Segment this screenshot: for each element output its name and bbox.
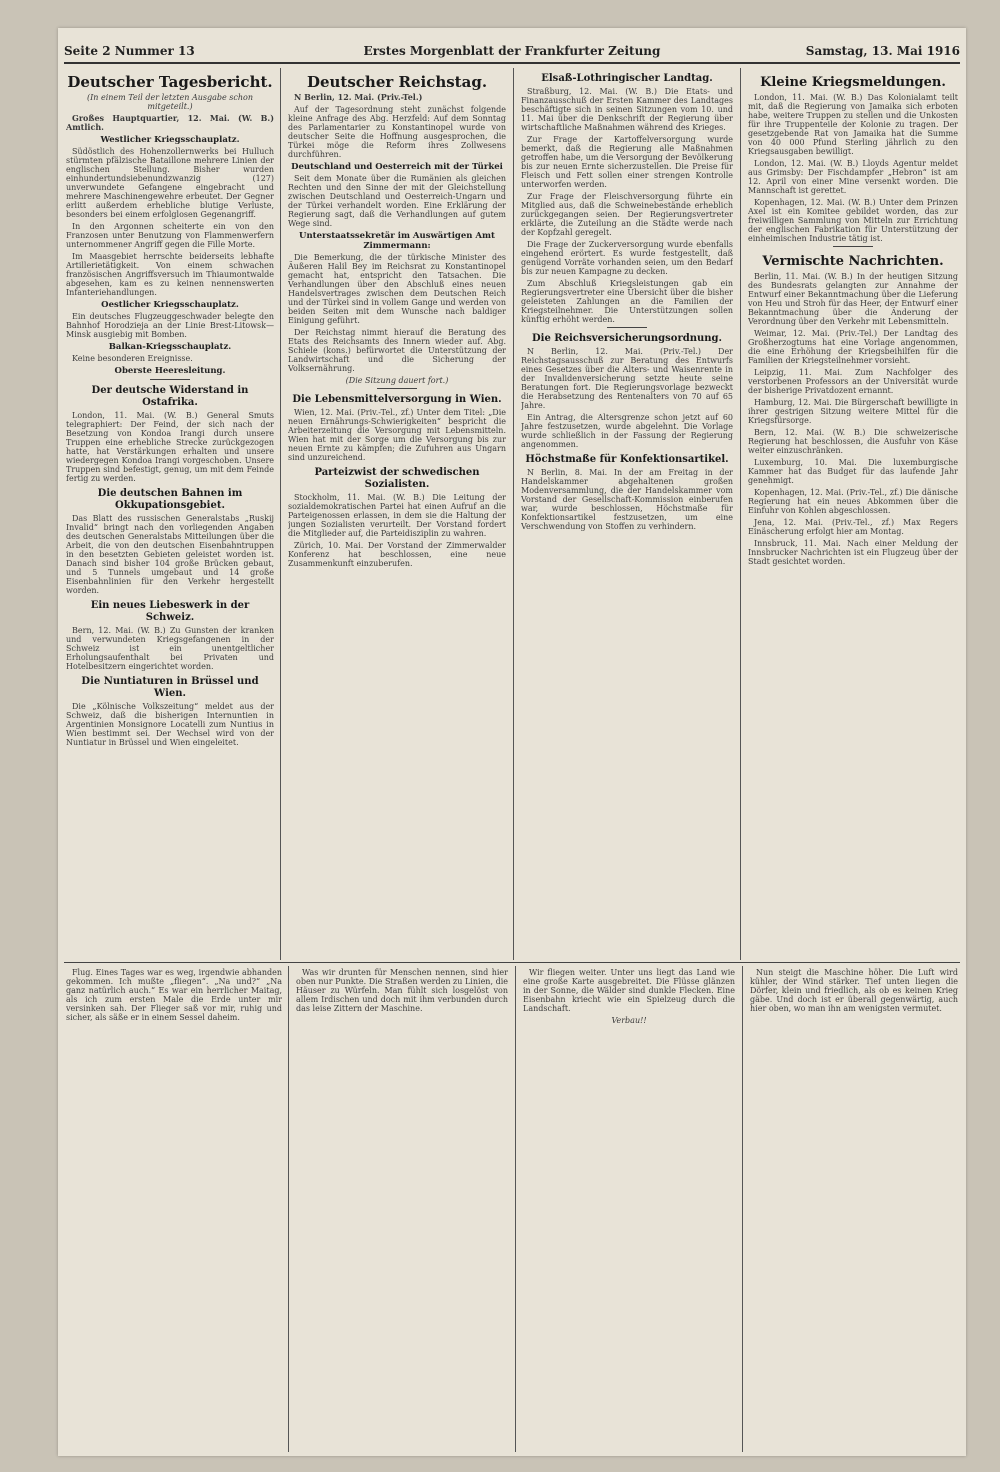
paragraph: Ein deutsches Flugzeuggeschwader belegte den Bahnhof Horodzieja an der Linie Brest-Litowsk—Minsk ausgiebig mit Bomben. [66,312,274,339]
feuilleton-rule [64,962,960,963]
paragraph: Die „Kölnische Volkszeitung“ meldet aus der Schweiz, daß die bisherigen Internuntien in Argentinien Monsignore Locatelli zum Nuntius in Wien bestimmt sei. Der Wechsel wird von der Nuntiatur in Brüssel und Wien eingeleitet. [66,702,274,747]
column-rule [280,68,281,960]
article-title: Höchstmaße für Konfektionsartikel. [525,454,729,465]
feuilleton-signature: Verbau!! [611,1016,647,1025]
paragraph: Leipzig, 11. Mai. Zum Nachfolger des verstorbenen Professors an der Universität wurde der bisherige Privatdozent ernannt. [748,368,958,395]
column-rule [742,966,743,1452]
paragraph: London, 12. Mai. (W. B.) Lloyds Agentur meldet aus Grimsby: Der Fischdampfer „Hebron“ ist am 12. April von einer Mine versenkt worden. Die Mannschaft ist gerettet. [748,159,958,195]
paragraph: Zur Frage der Kartoffelversorgung wurde bemerkt, daß die Regierung alle Maßnahmen getroffen habe, um die Versorgung der Bevölkerung bis zur neuen Ernte sicherzustellen. Die Preise für Fleisch und Fett sollen einer strengen Kontrolle unterworfen werden. [521,135,733,189]
column-3 [521,68,733,960]
paragraph: Kopenhagen, 12. Mai. (Priv.-Tel., zf.) Die dänische Regierung hat ein neues Abkommen über die Einfuhr von Kohlen abgeschlossen. [748,488,958,515]
article-title: Ein neues Liebeswerk in der Schweiz. [90,600,250,623]
dateline: Großes Hauptquartier, 12. Mai. (W. B.) Amtlich. [66,113,274,132]
paragraph: Keine besonderen Ereignisse. [72,354,193,363]
paragraph: Weimar, 12. Mai. (Priv.-Tel.) Der Landtag des Großherzogtums hat eine Vorlage angenommen, die eine Erhöhung der Kriegsbeihilfen für die Familien der Kriegsteilnehmer vorsieht. [748,329,958,365]
divider [607,327,647,328]
paragraph: Wir fliegen weiter. Unter uns liegt das Land wie eine große Karte ausgebreitet. Die Flüsse glänzen in der Sonne, die Wälder sind dunkle Flecken. Eine Eisenbahn kriecht wie ein Spielzeug durch die Landschaft. [523,968,735,1013]
paragraph: Die Bemerkung, die der türkische Minister des Äußeren Halil Bey im Reichsrat zu Konstantinopel gemacht hat, entspricht den Tatsachen. Die Verhandlungen über den Abschluß eines neuen Handelsvertrages zwischen dem Deutschen Reich und der Türkei sind in vollem Gange und werden von beiden Seiten mit dem Wunsche nach baldiger Einigung geführt. [288,253,506,325]
feuilleton-column-2 [296,968,508,1452]
section-heading: Balkan-Kriegsschauplatz. [108,342,232,352]
paragraph: Jena, 12. Mai. (Priv.-Tel., zf.) Max Regers Einäscherung erfolgt hier am Montag. [748,518,958,536]
paragraph: N Berlin, 8. Mai. In der am Freitag in der Handelskammer abgehaltenen großen Modenversammlung, die der Handelskammer vom Vorstand der Gesellschaft-Kommission einberufen war, wurde beschlossen, Höchstmaße für Konfektionsartikel festzusetzen, um eine Verschwendung von Stoffen zu verhindern. [521,468,733,531]
paragraph: Ein Antrag, die Altersgrenze schon jetzt auf 60 Jahre festzusetzen, wurde abgelehnt. Die Vorlage wurde schließlich in der Fassung der Regierung angenommen. [521,413,733,449]
article-title: Deutscher Reichstag. [306,73,488,91]
paragraph: Im Maasgebiet herrschte beiderseits lebhafte Artillerietätigkeit. Von einem schwachen französischen Angriffsversuch im Thiaumontwalde abgesehen, kam es zu keinen nennenswerten Infanteriehandlungen. [66,252,274,297]
column-2 [288,68,506,960]
article-title: Kleine Kriegsmeldungen. [760,75,946,90]
issue-date: Samstag, 13. Mai 1916 [805,44,960,58]
paragraph: Nun steigt die Maschine höher. Die Luft wird kühler, der Wind stärker. Tief unten liegen die Dörfer, klein und friedlich, als ob es keinen Krieg gäbe. Und doch ist er überall gegenwärtig, auch hier oben, wo man ihn am wenigsten vermutet. [750,968,958,1013]
paragraph: Das Blatt des russischen Generalstabs „Ruskij Invalid“ bringt nach den vorliegenden Angaben des deutschen Generalstabs Mitteilungen über die Arbeit, die von den deutschen Eisenbahntruppen in den besetzten Gebieten geleistet worden ist. Danach sind bisher 104 große Brücken gebaut, und 5 Tunnels umgebaut und 14 große Eisenbahnlinien für den Verkehr hergestellt worden. [66,514,274,595]
dateline: N Berlin, 12. Mai. (Priv.-Tel.) [294,92,423,102]
article-title: Elsaß-Lothringischer Landtag. [541,73,713,84]
column-4 [748,68,958,960]
paragraph: London, 11. Mai. (W. B.) Das Kolonialamt teilt mit, daß die Regierung von Jamaika sich erboten habe, weitere Truppen zu stellen und die Unkosten für ihre Truppenteile der Kolonie zu tragen. Der gesetzgebende Rat von Jamaika hat die Summe von 40 000 Pfund Sterling jährlich zu den Kriegsausgaben bewilligt. [748,93,958,156]
article-note: (In einem Teil der letzten Ausgabe schon mitgeteilt.) [86,93,253,111]
column-rule [513,68,514,960]
feuilleton-column-1 [66,968,282,1452]
divider [833,246,873,247]
paragraph: Zum Abschluß Kriegsleistungen gab ein Regierungsvertreter eine Übersicht über die bisher geleisteten Zahlungen an die Familien der Kriegsteilnehmer. Die Unterstützungen sollen künftig erhöht werden. [521,279,733,324]
paragraph: N Berlin, 12. Mai. (Priv.-Tel.) Der Reichstagsausschuß zur Beratung des Entwurfs eines Gesetzes über die Alters- und Waisenrente in der Invalidenversicherung setzte heute seine Beratungen fort. Die Regierungsvorlage bezweckt die Herabsetzung des Rentenalters von 70 auf 65 Jahre. [521,347,733,410]
paragraph: Berlin, 11. Mai. (W. B.) In der heutigen Sitzung des Bundesrats gelangten zur Annahme der Entwurf einer Bekanntmachung über die Lieferung von Heu und Stroh für das Heer, der Entwurf einer Bekanntmachung über die Änderung der Verordnung über den Verkehr mit Lebensmitteln. [748,272,958,326]
section-heading: Deutschland und Oesterreich mit der Türkei [291,162,503,172]
feuilleton-column-3 [523,968,735,1452]
paragraph: Wien, 12. Mai. (Priv.-Tel., zf.) Unter dem Titel: „Die neuen Ernährungs-Schwierigkeiten“ bespricht die Arbeiterzeitung die Versorgung mit Lebensmitteln. Wien hat mit der Sorge um die Versorgung bis zur neuen Ernte zu kämpfen; die Zufuhren aus Ungarn sind unzureichend. [288,408,506,462]
article-title: Vermischte Nachrichten. [762,254,944,269]
section-heading: Oestlicher Kriegsschauplatz. [101,300,239,310]
paragraph: Zürich, 10. Mai. Der Vorstand der Zimmerwalder Konferenz hat beschlossen, eine neue Zusammenkunft einzuberufen. [288,541,506,568]
paragraph: Zur Frage der Fleischversorgung führte ein Mitglied aus, daß die Schweinebestände erheblich zurückgegangen seien. Der Regierungsvertreter erklärte, die Zuteilung an die Städte werde nach der Kopfzahl geregelt. [521,192,733,237]
paragraph: Stockholm, 11. Mai. (W. B.) Die Leitung der sozialdemokratischen Partei hat einen Aufruf an die Parteigenossen erlassen, in dem sie die Haltung der jungen Sozialisten verurteilt. Der Vorstand fordert die Mitglieder auf, die Parteidisziplin zu wahren. [288,493,506,538]
newspaper-page [58,28,966,1456]
feuilleton-column-4 [750,968,958,1452]
paragraph: London, 11. Mai. (W. B.) General Smuts telegraphiert: Der Feind, der sich nach der Besetzung von Kondoa Irangi durch unsere Truppen eine erhebliche Strecke zurückgezogen hatte, hat Verstärkungen erhalten und unsere wiedergegen Kondoa Irangi vorgeschoben. Unsere Truppen sind befestigt, genug, um mit dem Feinde fertig zu werden. [66,411,274,483]
article-title: Die Reichsversicherungsordnung. [531,333,722,344]
masthead [64,42,960,64]
paragraph: Seit dem Monate über die Rumänien als gleichen Rechten und den Sinne der mit der Gleichstellung zwischen Deutschland und Oesterreich-Ungarn und der Türkei verhandelt worden. Eine Erklärung der Regierung sagt, daß die Verhandlungen auf gutem Wege sind. [288,174,506,228]
paragraph: Bern, 12. Mai. (W. B.) Die schweizerische Regierung hat beschlossen, die Ausfuhr von Käse weiter einzuschränken. [748,428,958,455]
column-rule [740,68,741,960]
article-title: Die Nuntiaturen in Brüssel und Wien. [81,676,259,699]
paragraph: Innsbruck, 11. Mai. Nach einer Meldung der Innsbrucker Nachrichten ist ein Flugzeug über der Stadt gesichtet worden. [748,539,958,566]
article-title: Parteizwist der schwedischen Sozialisten. [314,467,480,490]
column-rule [515,966,516,1452]
article-title: Die Lebensmittelversorgung in Wien. [292,394,502,405]
section-heading: Westlicher Kriegsschauplatz. [100,135,240,145]
newspaper-title: Erstes Morgenblatt der Frankfurter Zeitung [363,44,661,58]
paragraph: Straßburg, 12. Mai. (W. B.) Die Etats- und Finanzausschuß der Ersten Kammer des Landtages beschäftigte sich in seinen Sitzungen vom 10. und 11. Mai über die Denkschrift der Regierung über wirtschaftliche Maßnahmen während des Krieges. [521,87,733,132]
paragraph: Die Frage der Zuckerversorgung wurde ebenfalls eingehend erörtert. Es wurde festgestellt, daß genügend Vorräte vorhanden seien, um den Bedarf bis zur neuen Kampagne zu decken. [521,240,733,276]
article-title: Der deutsche Widerstand in Ostafrika. [91,385,249,408]
column-1 [66,68,274,960]
paragraph: Südöstlich des Hohenzollernwerks bei Hulluch stürmten pfälzische Bataillone mehrere Linien der englischen Stellung. Bisher wurden einhundertundsiebenundzwanzig (127) unverwundete Gefangene eingebracht und mehrere Maschinengewehre erbeutet. Der Gegner erlitt außerdem erhebliche blutige Verluste, besonders bei einem erfolglosen Gegenangriff. [66,147,274,219]
divider [377,388,417,389]
section-heading: Unterstaatssekretär im Auswärtigen Amt Zimmermann: [299,231,495,251]
paragraph: Was wir drunten für Menschen nennen, sind hier oben nur Punkte. Die Straßen werden zu Linien, die Häuser zu Würfeln. Man fühlt sich losgelöst von allem Irdischen und doch mit ihm verbunden durch das leise Zittern der Maschine. [296,968,508,1013]
paragraph: Hamburg, 12. Mai. Die Bürgerschaft bewilligte in ihrer gestrigen Sitzung weitere Mittel für die Kriegsfürsorge. [748,398,958,425]
paragraph: Auf der Tagesordnung steht zunächst folgende kleine Anfrage des Abg. Herzfeld: Auf dem Sonntag des Parlamentarier zu Konstantinopel wurde von deutscher Seite die Hoffnung ausgesprochen, die Türkei möge die Reform ihres Zollwesens durchführen. [288,105,506,159]
column-rule [288,966,289,1452]
article-title: Die deutschen Bahnen im Okkupationsgebiet. [97,488,243,511]
session-note: (Die Sitzung dauert fort.) [345,376,449,385]
divider [150,379,190,380]
signature: Oberste Heeresleitung. [114,366,226,376]
paragraph: Kopenhagen, 12. Mai. (W. B.) Unter dem Prinzen Axel ist ein Komitee gebildet worden, das zur freiwilligen Sammlung von Mitteln zur Errichtung der englischen Fabrikation für Unterstützung der einheimischen Industrie tätig ist. [748,198,958,243]
article-title: Deutscher Tagesbericht. [67,73,273,91]
paragraph: Luxemburg, 10. Mai. Die luxemburgische Kammer hat das Budget für das laufende Jahr genehmigt. [748,458,958,485]
page-number: Seite 2 Nummer 13 [64,44,195,58]
paragraph: Bern, 12. Mai. (W. B.) Zu Gunsten der kranken und verwundeten Kriegsgefangenen in der Schweiz ist ein unentgeltlicher Erholungsaufenthalt bei Privaten und Hotelbesitzern eingerichtet worden. [66,626,274,671]
paragraph: Flug. Eines Tages war es weg, irgendwie abhanden gekommen. Ich mußte „fliegen“. „Na und?“ „Na ganz natürlich auch.“ Es war ein herrlicher Maitag, als ich zum ersten Male die Erde unter mir versinken sah. Der Flieger saß vor mir, ruhig und sicher, als säße er in einem Sessel daheim. [66,968,282,1022]
paragraph: In den Argonnen scheiterte ein von den Franzosen unter Benutzung von Flammenwerfern unternommener Angriff gegen die Fille Morte. [66,222,274,249]
paragraph: Der Reichstag nimmt hierauf die Beratung des Etats des Reichsamts des Innern wieder auf. Abg. Schiele (kons.) befürwortet die Unterstützung der Landwirtschaft und die Sicherung der Volksernährung. [288,328,506,373]
